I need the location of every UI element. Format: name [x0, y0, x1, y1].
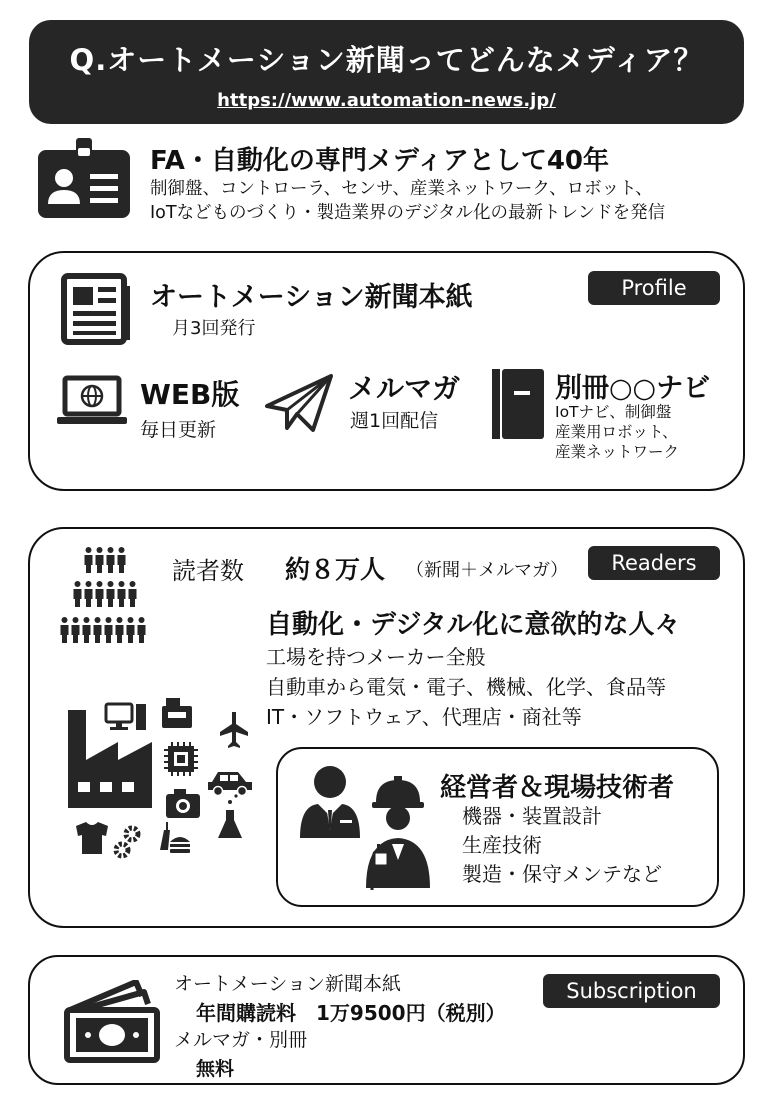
readers-label: 読者数	[172, 557, 244, 585]
mailmag-title: メルマガ	[348, 372, 461, 405]
food-icon	[160, 822, 190, 853]
id-card-icon	[38, 138, 130, 218]
sub-annual-fee: 年間購読料 1万9500円（税別）	[196, 1001, 506, 1025]
header-banner	[29, 20, 744, 124]
gears-icon	[116, 828, 138, 856]
paper-plane-icon	[263, 372, 335, 436]
navi-item: 産業ネットワーク	[555, 443, 680, 461]
navi-item: 産業用ロボット、	[555, 423, 678, 441]
industry-line: 工場を持つメーカー全般	[266, 645, 486, 669]
industry-line: 自動車から電気・電子、機械、化学、食品等	[266, 675, 666, 699]
navi-title: 別冊○○ナビ	[555, 373, 711, 404]
industry-icons-cluster	[60, 690, 256, 870]
mailmag-frequency: 週1回配信	[350, 410, 439, 432]
roles-heading: 経営者＆現場技術者	[440, 773, 675, 803]
roles-list	[462, 802, 662, 889]
airplane-icon	[220, 712, 248, 748]
computer-icon	[106, 704, 146, 730]
page-title: Q.オートメーション新聞ってどんなメディア？	[69, 43, 704, 77]
navi-item: IoTナビ、制御盤	[555, 403, 672, 421]
intro-line: 制御盤、コントローラ、センサ、産業ネットワーク、ロボット、	[150, 179, 653, 199]
readers-heading: 自動化・デジタル化に意欲的な人々	[266, 610, 681, 640]
book-icon	[492, 369, 544, 439]
camera-icon	[166, 789, 200, 818]
role-item: 生産技術	[462, 833, 542, 857]
navi-list	[555, 402, 679, 462]
people-crowd-icon	[56, 547, 152, 647]
newspaper-frequency: 月3回発行	[172, 318, 256, 339]
businessman-engineer-icon	[296, 760, 446, 892]
web-frequency: 毎日更新	[140, 419, 217, 441]
newspaper-title: オートメーション新聞本紙	[150, 282, 473, 313]
web-title: WEB版	[140, 378, 240, 411]
sub-newspaper-label: オートメーション新聞本紙	[174, 973, 402, 995]
register-icon	[162, 698, 192, 728]
role-item: 製造・保守メンテなど	[462, 862, 662, 886]
flask-icon	[218, 794, 242, 838]
profile-tag: Profile	[588, 271, 720, 305]
intro-line: IoTなどものづくり・製造業界のデジタル化の最新トレンドを発信	[150, 203, 666, 223]
role-item: 機器・装置設計	[462, 804, 602, 828]
sub-free-label: 無料	[196, 1058, 235, 1080]
site-url-link[interactable]: https://www.automation-news.jp/	[217, 90, 556, 111]
readers-count: 約８万人	[285, 555, 386, 584]
newspaper-icon	[60, 272, 132, 346]
readers-tag: Readers	[588, 546, 720, 580]
intro-heading: FA・自動化の専門メディアとして40年	[150, 146, 610, 176]
readers-industries	[266, 642, 666, 732]
tshirt-icon	[76, 822, 108, 854]
subscription-tag: Subscription	[543, 974, 720, 1008]
money-icon	[64, 980, 160, 1064]
intro-description	[150, 177, 665, 225]
chip-icon	[164, 742, 198, 776]
industry-line: IT・ソフトウェア、代理店・商社等	[266, 705, 582, 729]
readers-note: （新聞＋メルマガ）	[406, 560, 569, 581]
laptop-web-icon	[55, 375, 129, 427]
sub-mailmag-label: メルマガ・別冊	[174, 1029, 308, 1051]
car-icon	[208, 772, 252, 796]
